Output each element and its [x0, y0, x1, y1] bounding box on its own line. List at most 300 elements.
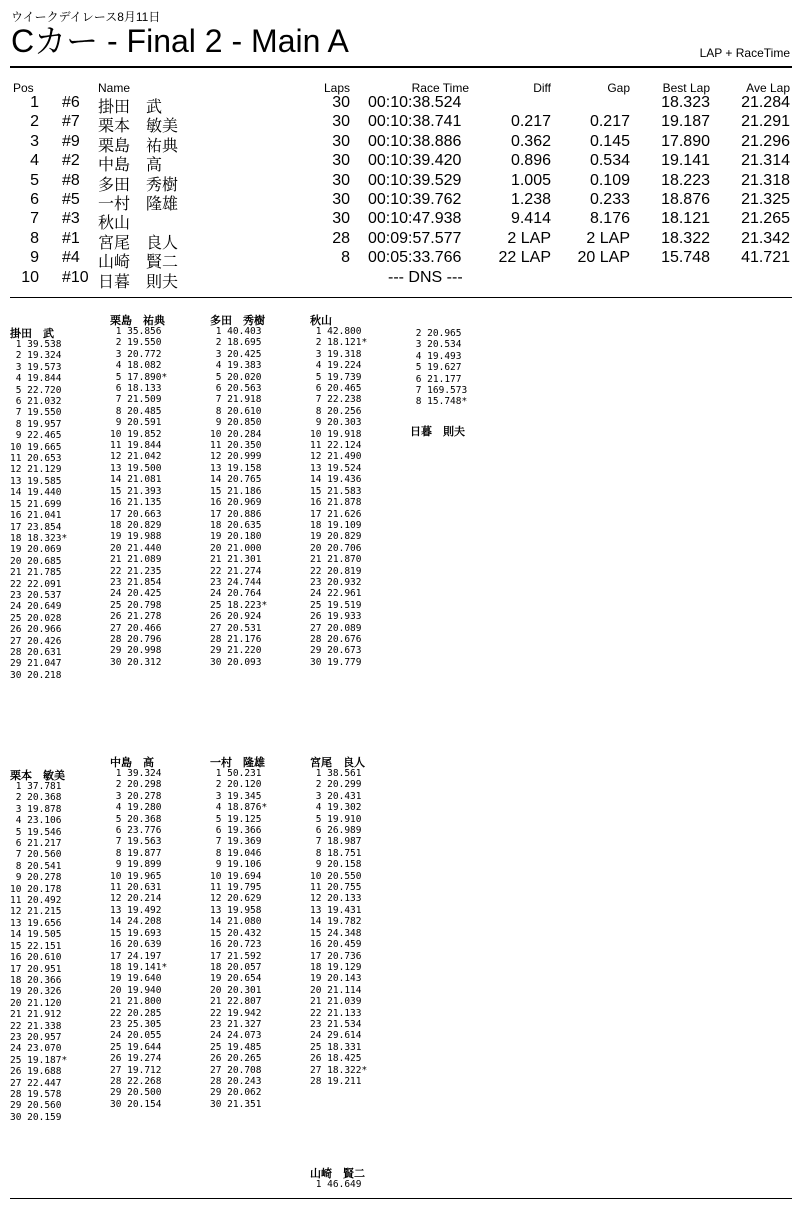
col-name: Name [98, 81, 131, 95]
lap-time: 23 24.744 [210, 576, 262, 588]
lap-time: 16 20.969 [210, 497, 262, 509]
lap-time: 15 24.348 [310, 927, 362, 939]
lap-time: 3 19.573 [10, 361, 62, 373]
lap-driver-name: 山崎 賢二 [310, 1167, 365, 1180]
lap-time: 17 24.197 [110, 950, 162, 962]
lap-time: 6 20.465 [310, 383, 362, 395]
ave-lap: 21.296 [741, 132, 790, 150]
lap-time: 16 21.041 [10, 510, 62, 522]
laps: 30 [332, 210, 350, 228]
lap-time: 2 20.298 [110, 779, 162, 791]
car-number: #1 [62, 229, 80, 247]
pos: 8 [30, 229, 39, 247]
driver-name: 山崎 賢二 [98, 254, 179, 272]
lap-list [110, 768, 167, 1110]
lap-time: 11 20.653 [10, 453, 62, 465]
lap-time: 10 19.852 [110, 428, 162, 440]
lap-time: 18 18.323* [10, 532, 68, 544]
lap-time: 8 19.046 [210, 847, 262, 859]
pos: 7 [30, 210, 39, 228]
lap-driver-name: 多田 秀樹 [210, 314, 265, 327]
race-time: 00:10:38.741 [368, 113, 462, 131]
lap-time: 29 20.998 [110, 645, 162, 657]
diff: 0.217 [510, 113, 551, 131]
lap-time: 7 19.563 [110, 836, 162, 848]
lap-driver-name: 中島 高 [110, 756, 154, 769]
lap-time: 8 18.751 [310, 847, 362, 859]
lap-time: 21 21.870 [310, 554, 362, 566]
pos: 9 [30, 249, 39, 267]
gap: 0.109 [589, 171, 630, 189]
best-lap: 18.121 [661, 210, 710, 228]
lap-time: 11 19.844 [110, 440, 162, 452]
lap-time: 23 20.537 [10, 589, 62, 601]
car-number: #3 [62, 210, 80, 228]
lap-time: 5 20.368 [110, 813, 162, 825]
lap-time: 17 20.663 [110, 508, 162, 520]
lap-time: 5 19.627 [410, 362, 462, 374]
lap-time: 26 19.688 [10, 1066, 62, 1078]
lap-time: 15 22.151 [10, 940, 62, 952]
lap-time: 20 21.120 [10, 997, 62, 1009]
col-ave-lap: Ave Lap [746, 81, 790, 95]
lap-time: 30 20.154 [110, 1098, 162, 1110]
pos: 5 [30, 171, 39, 189]
lap-time: 15 21.583 [310, 485, 362, 497]
lap-list [310, 1179, 361, 1190]
lap-time: 10 19.694 [210, 870, 262, 882]
lap-time: 4 18.876* [210, 802, 268, 814]
lap-time: 26 20.924 [210, 611, 262, 623]
lap-time: 30 21.351 [210, 1098, 262, 1110]
lap-time: 2 20.299 [310, 779, 362, 791]
ave-lap: 41.721 [741, 249, 790, 267]
lap-time: 7 21.509 [110, 394, 162, 406]
lap-time: 4 19.224 [310, 360, 362, 372]
lap-time: 27 22.447 [10, 1077, 62, 1089]
lap-time: 23 21.854 [110, 576, 162, 588]
lap-time: 13 19.958 [210, 904, 262, 916]
laps: 30 [332, 94, 350, 111]
lap-time: 1 46.649 [310, 1179, 362, 1190]
pos: 6 [30, 191, 39, 208]
lap-time: 18 19.109 [310, 519, 362, 531]
laps: 30 [332, 152, 350, 170]
lap-time: 28 22.268 [110, 1075, 162, 1087]
lap-time: 13 19.656 [10, 917, 62, 929]
gap: 0.534 [589, 152, 630, 170]
col-laps: Laps [323, 81, 350, 95]
gap: 8.176 [589, 210, 630, 228]
col-race-time: Race Time [411, 81, 469, 95]
lap-time: 23 20.957 [10, 1031, 62, 1043]
lap-time: 1 40.403 [210, 326, 262, 337]
lap-time: 20 20.301 [210, 984, 262, 996]
lap-time: 12 20.999 [210, 451, 262, 463]
lap-time: 2 20.120 [210, 779, 262, 791]
car-number: #9 [62, 132, 80, 150]
lap-time: 23 21.534 [310, 1018, 362, 1030]
race-title: Cカー - Final 2 - Main A [11, 23, 349, 59]
driver-name: 多田 秀樹 [98, 176, 179, 194]
ave-lap: 21.314 [741, 152, 790, 170]
lap-time: 27 20.708 [210, 1064, 262, 1076]
race-time: --- DNS --- [388, 268, 463, 286]
lap-time: 7 169.573 [410, 385, 468, 397]
lap-time: 16 20.639 [110, 939, 162, 951]
best-lap: 19.187 [661, 113, 710, 131]
lap-time: 21 21.800 [110, 996, 162, 1008]
lap-time: 24 20.649 [10, 601, 62, 613]
lap-time: 14 24.208 [110, 916, 162, 928]
lap-time: 21 21.912 [10, 1009, 62, 1021]
lap-time: 3 20.425 [210, 348, 262, 360]
lap-time: 19 20.654 [210, 973, 262, 985]
lap-time: 28 20.676 [310, 633, 362, 645]
lap-time: 4 19.280 [110, 802, 162, 814]
lap-time: 12 21.215 [10, 906, 62, 918]
lap-list [10, 781, 67, 1123]
lap-time: 8 19.877 [110, 847, 162, 859]
lap-time: 25 18.331 [310, 1041, 362, 1053]
lap-time: 15 21.699 [10, 498, 62, 510]
lap-time: 8 15.748* [410, 396, 468, 408]
lap-time: 13 19.524 [310, 462, 362, 474]
lap-time: 3 20.772 [110, 348, 162, 360]
lap-time: 8 20.610 [210, 405, 262, 417]
lap-time: 10 19.665 [10, 441, 62, 453]
lap-time: 1 38.561 [310, 768, 362, 779]
lap-time: 19 20.326 [10, 986, 62, 998]
lap-time: 5 19.546 [10, 826, 62, 838]
lap-list [10, 339, 67, 681]
lap-time: 22 22.091 [10, 578, 62, 590]
lap-time: 13 19.500 [110, 462, 162, 474]
driver-name: 栗島 祐典 [98, 137, 179, 155]
lap-time: 24 20.055 [110, 1030, 162, 1042]
lap-time: 30 20.312 [110, 656, 162, 668]
lap-time: 19 19.988 [110, 531, 162, 543]
footer-rule [10, 1198, 792, 1199]
lap-list [210, 768, 267, 1110]
car-number: #8 [62, 171, 80, 189]
lap-time: 30 19.779 [310, 656, 362, 668]
diff: 1.238 [510, 191, 551, 208]
lap-driver-name: 栗本 敏美 [10, 769, 65, 782]
lap-time: 27 20.531 [210, 622, 262, 634]
lap-time: 15 21.393 [110, 485, 162, 497]
lap-time: 27 20.089 [310, 622, 362, 634]
driver-name: 一村 隆雄 [98, 196, 179, 213]
lap-time: 26 21.278 [110, 611, 162, 623]
header-rule [10, 66, 792, 68]
lap-list [110, 326, 167, 668]
gap: 2 LAP [586, 229, 630, 247]
lap-time: 24 29.614 [310, 1030, 362, 1042]
lap-time: 15 20.432 [210, 927, 262, 939]
driver-name: 日暮 則夫 [98, 273, 179, 291]
lap-time: 24 24.073 [210, 1030, 262, 1042]
lap-time: 28 19.211 [310, 1075, 362, 1087]
lap-time: 14 19.505 [10, 929, 62, 941]
lap-time: 29 21.220 [210, 645, 262, 657]
lap-time: 22 20.819 [310, 565, 362, 577]
lap-time: 6 18.133 [110, 383, 162, 395]
lap-time: 5 17.890* [110, 371, 168, 383]
lap-time: 23 20.932 [310, 576, 362, 588]
lap-time: 6 20.563 [210, 383, 262, 395]
ave-lap: 21.318 [741, 171, 790, 189]
driver-name: 栗本 敏美 [98, 118, 179, 136]
lap-time: 13 19.585 [10, 475, 62, 487]
lap-time: 12 20.214 [110, 893, 162, 905]
lap-time: 21 21.089 [110, 554, 162, 566]
lap-time: 6 26.989 [310, 825, 362, 837]
gap: 0.145 [589, 132, 630, 150]
lap-time: 7 18.987 [310, 836, 362, 848]
car-number: #10 [62, 268, 89, 286]
lap-time: 16 21.878 [310, 497, 362, 509]
lap-time: 9 22.465 [10, 430, 62, 442]
lap-driver-name: 秋山 [310, 314, 332, 327]
car-number: #4 [62, 249, 80, 267]
lap-time: 2 18.121* [310, 337, 368, 349]
lap-time: 25 19.485 [210, 1041, 262, 1053]
lap-time: 29 20.560 [10, 1100, 62, 1112]
lap-time: 6 19.366 [210, 825, 262, 837]
lap-time: 24 20.425 [110, 588, 162, 600]
lap-time: 27 20.466 [110, 622, 162, 634]
best-lap: 18.223 [661, 171, 710, 189]
col-diff: Diff [533, 81, 551, 95]
diff: 9.414 [510, 210, 551, 228]
lap-time: 21 21.301 [210, 554, 262, 566]
lap-time: 21 21.039 [310, 996, 362, 1008]
lap-time: 19 20.143 [310, 973, 362, 985]
lap-time: 7 21.918 [210, 394, 262, 406]
lap-time: 25 19.644 [110, 1041, 162, 1053]
lap-time: 20 21.440 [110, 542, 162, 554]
lap-time: 12 20.133 [310, 893, 362, 905]
lap-time: 24 20.764 [210, 588, 262, 600]
car-number: #2 [62, 152, 80, 170]
lap-time: 9 20.278 [10, 872, 62, 884]
lap-time: 4 23.106 [10, 815, 62, 827]
lap-time: 6 21.177 [410, 373, 462, 385]
lap-time: 27 20.426 [10, 635, 62, 647]
lap-time: 5 19.739 [310, 371, 362, 383]
lap-time: 9 20.850 [210, 417, 262, 429]
lap-time: 8 20.485 [110, 405, 162, 417]
lap-time: 26 18.425 [310, 1053, 362, 1065]
lap-time: 29 20.062 [210, 1087, 262, 1099]
lap-time: 11 20.492 [10, 895, 62, 907]
lap-time: 2 19.550 [110, 337, 162, 349]
col-pos: Pos [13, 81, 34, 95]
lap-time: 25 20.028 [10, 612, 62, 624]
lap-time: 24 22.961 [310, 588, 362, 600]
results-rule [10, 297, 792, 298]
lap-time: 22 19.942 [210, 1007, 262, 1019]
ave-lap: 21.284 [741, 94, 790, 111]
race-time: 00:10:38.524 [368, 94, 462, 111]
lap-time: 25 19.519 [310, 599, 362, 611]
car-number: #6 [62, 94, 80, 111]
lap-time: 27 18.322* [310, 1064, 368, 1076]
lap-time: 1 35.856 [110, 326, 162, 337]
lap-time: 16 21.135 [110, 497, 162, 509]
lap-time: 29 20.500 [110, 1087, 162, 1099]
best-lap: 17.890 [661, 132, 710, 150]
pos: 4 [30, 152, 39, 170]
lap-time: 29 21.047 [10, 658, 62, 670]
race-time: 00:10:38.886 [368, 132, 462, 150]
lap-time: 6 21.032 [10, 396, 62, 408]
lap-time: 25 19.187* [10, 1054, 68, 1066]
lap-time: 10 20.178 [10, 883, 62, 895]
lap-time: 15 19.693 [110, 927, 162, 939]
lap-time: 2 18.695 [210, 337, 262, 349]
lap-time: 1 50.231 [210, 768, 262, 779]
lap-time: 4 19.844 [10, 373, 62, 385]
lap-time: 16 20.610 [10, 952, 62, 964]
lap-time: 11 20.631 [110, 882, 162, 894]
ave-lap: 21.291 [741, 113, 790, 131]
lap-time: 19 20.180 [210, 531, 262, 543]
lap-time: 9 19.899 [110, 859, 162, 871]
lap-time: 24 23.070 [10, 1043, 62, 1055]
lap-time: 28 19.578 [10, 1088, 62, 1100]
lap-time: 22 21.133 [310, 1007, 362, 1019]
lap-time: 9 19.106 [210, 859, 262, 871]
car-number: #7 [62, 113, 80, 131]
lap-time: 18 20.635 [210, 519, 262, 531]
lap-time: 2 20.965 [410, 328, 462, 339]
lap-time: 3 19.318 [310, 348, 362, 360]
lap-time: 9 20.591 [110, 417, 162, 429]
lap-time: 3 19.878 [10, 803, 62, 815]
lap-time: 26 19.933 [310, 611, 362, 623]
lap-time: 21 22.807 [210, 996, 262, 1008]
lap-time: 1 39.538 [10, 339, 62, 350]
lap-list [310, 326, 367, 668]
race-time: 00:09:57.577 [368, 229, 462, 247]
driver-name: 中島 高 [98, 157, 163, 175]
pos: 2 [30, 113, 39, 131]
lap-time: 25 18.223* [210, 599, 268, 611]
ave-lap: 21.265 [741, 210, 790, 228]
lap-time: 30 20.093 [210, 656, 262, 668]
lap-time: 4 19.493 [410, 350, 462, 362]
race-time: 00:10:47.938 [368, 210, 462, 228]
lap-time: 29 20.673 [310, 645, 362, 657]
lap-time: 10 19.965 [110, 870, 162, 882]
lap-driver-name: 栗島 祐典 [110, 314, 165, 327]
laps: 30 [332, 191, 350, 208]
best-lap: 19.141 [661, 152, 710, 170]
lap-time: 26 20.966 [10, 624, 62, 636]
lap-time: 23 21.327 [210, 1018, 262, 1030]
pos: 3 [30, 132, 39, 150]
lap-time: 12 20.629 [210, 893, 262, 905]
lap-time: 4 19.383 [210, 360, 262, 372]
gap: 0.217 [589, 113, 630, 131]
lap-time: 19 20.069 [10, 544, 62, 556]
lap-time: 5 19.125 [210, 813, 262, 825]
lap-time: 22 20.285 [110, 1007, 162, 1019]
lap-time: 23 25.305 [110, 1018, 162, 1030]
lap-time: 4 19.302 [310, 802, 362, 814]
pos: 10 [21, 268, 39, 286]
lap-time: 11 22.124 [310, 440, 362, 452]
event-subtitle: ウイークデイレース8月11日 [11, 10, 161, 24]
car-number: #5 [62, 191, 80, 208]
lap-time: 28 21.176 [210, 633, 262, 645]
lap-time: 1 42.800 [310, 326, 362, 337]
lap-time: 14 19.436 [310, 474, 362, 486]
lap-time: 10 20.550 [310, 870, 362, 882]
lap-time: 14 19.440 [10, 487, 62, 499]
lap-time: 14 19.782 [310, 916, 362, 928]
lap-time: 6 23.776 [110, 825, 162, 837]
diff: 2 LAP [507, 229, 551, 247]
diff: 1.005 [510, 171, 551, 189]
laps: 8 [341, 249, 350, 267]
lap-time: 6 21.217 [10, 838, 62, 850]
lap-time: 20 19.940 [110, 984, 162, 996]
lap-time: 28 20.243 [210, 1075, 262, 1087]
lap-driver-name: 一村 隆雄 [210, 756, 265, 769]
lap-time: 28 20.631 [10, 646, 62, 658]
lap-driver-name: 日暮 則夫 [410, 425, 465, 438]
driver-name: 秋山 [98, 215, 131, 233]
laps: 30 [332, 113, 350, 131]
laps: 30 [332, 132, 350, 150]
lap-time: 10 19.918 [310, 428, 362, 440]
lap-time: 17 20.951 [10, 963, 62, 975]
lap-time: 18 20.057 [210, 961, 262, 973]
lap-time: 8 19.957 [10, 418, 62, 430]
race-time: 00:10:39.762 [368, 191, 462, 208]
lap-time: 14 20.765 [210, 474, 262, 486]
lap-time: 2 20.368 [10, 792, 62, 804]
lap-time: 13 19.158 [210, 462, 262, 474]
lap-time: 18 20.829 [110, 519, 162, 531]
lap-time: 1 37.781 [10, 781, 62, 792]
lap-time: 5 20.020 [210, 371, 262, 383]
lap-time: 17 20.886 [210, 508, 262, 520]
lap-time: 7 20.560 [10, 849, 62, 861]
lap-time: 8 20.541 [10, 860, 62, 872]
lap-time: 30 20.159 [10, 1111, 62, 1123]
lap-time: 28 20.796 [110, 633, 162, 645]
diff: 22 LAP [498, 249, 551, 267]
lap-time: 22 21.274 [210, 565, 262, 577]
race-time: 00:10:39.529 [368, 171, 462, 189]
lap-time: 5 22.720 [10, 384, 62, 396]
lap-time: 30 20.218 [10, 669, 62, 681]
driver-name: 掛田 武 [98, 99, 163, 116]
lap-time: 1 39.324 [110, 768, 162, 779]
best-lap: 18.322 [661, 229, 710, 247]
lap-driver-name: 宮尾 良人 [310, 756, 365, 769]
lap-time: 20 20.706 [310, 542, 362, 554]
lap-time: 16 20.723 [210, 939, 262, 951]
lap-time: 25 20.798 [110, 599, 162, 611]
lap-time: 17 23.854 [10, 521, 62, 533]
lap-time: 7 22.238 [310, 394, 362, 406]
report-format: LAP + RaceTime [699, 46, 790, 60]
